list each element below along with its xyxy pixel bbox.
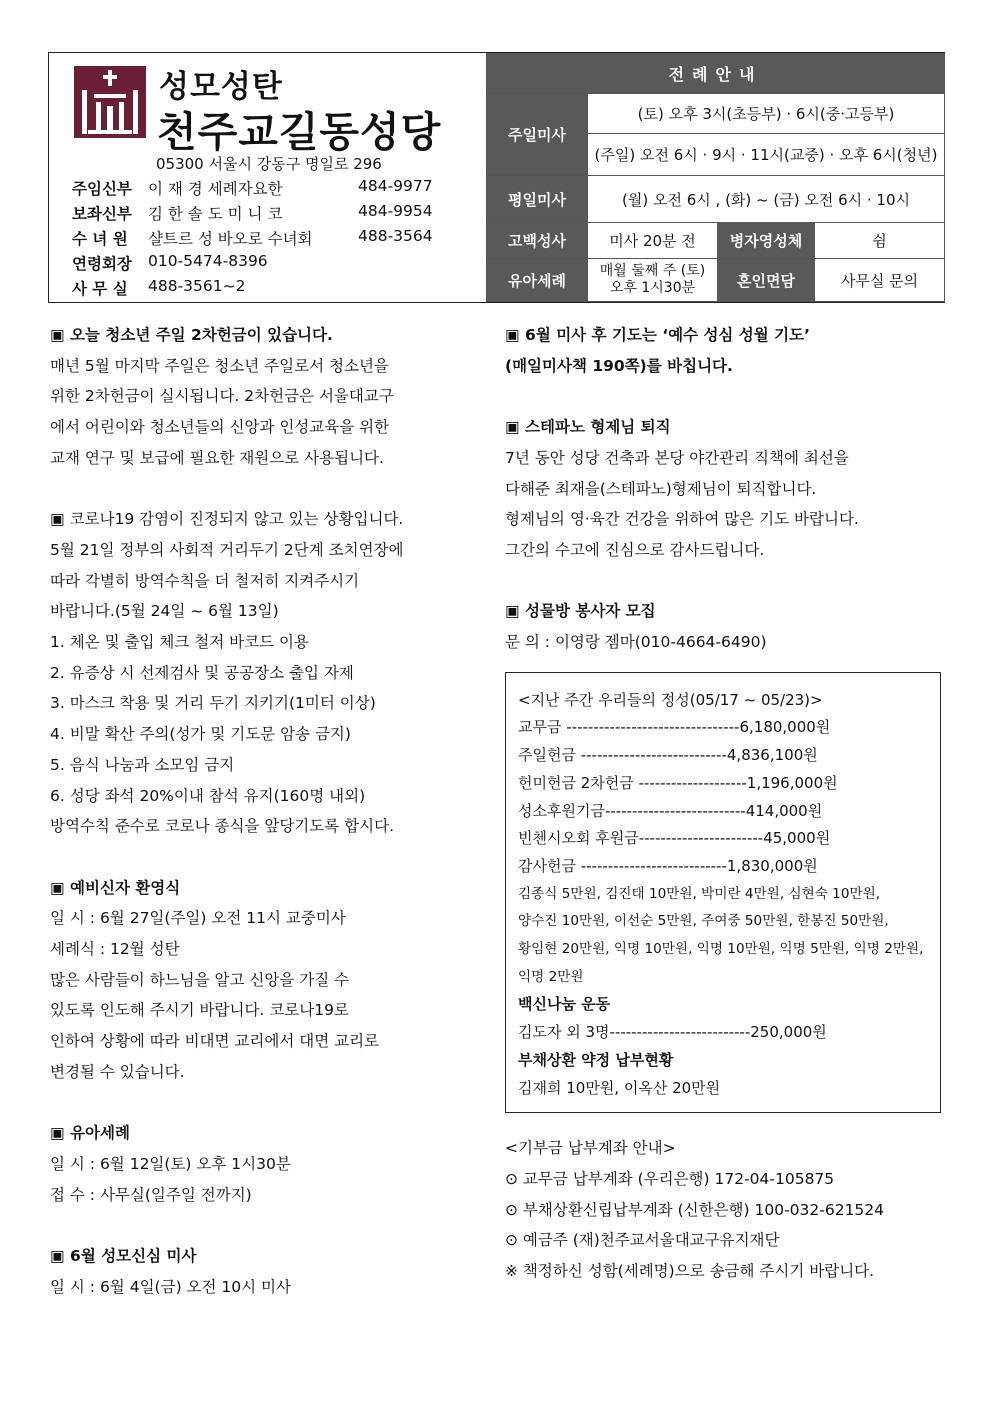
schedule-title: 전례안내: [487, 54, 945, 94]
text-line: 있도록 인도해 주시기 바랍니다. 코로나19로: [50, 1001, 349, 1020]
offering-label: 주일헌금: [518, 746, 576, 765]
text-line: 일 시 : 6월 12일(토) 오후 1시30분: [50, 1154, 291, 1173]
text-line: 1. 체온 및 출입 체크 철저 바코드 이용: [50, 633, 309, 652]
weekday-mass-times: (월) 오전 6시 , (화) ~ (금) 오전 6시 · 10시: [588, 176, 945, 223]
offering-amount: 4,836,100원: [726, 746, 818, 765]
offering-label: 김도자 외 3명: [518, 1023, 610, 1042]
staff-label: 수 녀 원: [72, 230, 128, 248]
section-title: ▣ 유아세례: [50, 1124, 130, 1143]
weekday-mass-label: 평일미사: [487, 176, 588, 223]
right-column: [505, 320, 945, 1287]
offering-label: 감사헌금: [518, 856, 576, 875]
text-line: 일 시 : 6월 4일(금) 오전 10시 미사: [50, 1277, 291, 1296]
staff-name: 이 재 경 세례자요한: [148, 180, 283, 198]
offering-item: 감사헌금 ---------------------------1,830,000원: [518, 856, 818, 875]
sunday-mass-label: 주일미사: [487, 94, 588, 176]
text-line: 일 시 : 6월 27일(주일) 오전 11시 교중미사: [50, 909, 346, 928]
text-line: 6. 성당 좌석 20%이내 참석 유지(160명 내외): [50, 786, 366, 805]
staff-tel: 484-9977: [358, 177, 433, 195]
offering-item: 성소후원기금--------------------------414,000원: [518, 801, 823, 820]
offering-amount: 6,180,000원: [739, 718, 831, 737]
text-line: 에서 어린이와 청소년들의 신앙과 인성교육을 위한: [50, 418, 390, 437]
wedding-label: 혼인면담: [718, 259, 815, 302]
liturgy-schedule-table: [486, 53, 945, 302]
parish-title: 천주교길동성당: [157, 108, 442, 156]
infant-baptism-label: 유아세례: [487, 259, 588, 302]
text-line: 문 의 : 이영랑 젬마(010-4664-6490): [505, 633, 767, 651]
baptism-line: 매월 둘째 주 (토): [599, 263, 706, 279]
text-line: 2. 유증상 시 선제검사 및 공공장소 출입 자제: [50, 663, 354, 682]
staff-name: 488-3561~2: [148, 277, 246, 295]
offering-item: 주일헌금 ---------------------------4,836,100원: [518, 746, 818, 765]
sick-communion-value: 쉼: [815, 223, 945, 259]
bulletin-header: [48, 52, 945, 303]
staff-label: 주임신부: [72, 180, 132, 198]
text-line: 4. 비말 확산 주의(성가 및 기도문 암송 금지): [50, 725, 351, 744]
offering-amount: 250,000원: [750, 1023, 827, 1042]
offering-label: 성소후원기금: [518, 801, 605, 820]
text-line: 5. 음식 나눔과 소모임 금지: [50, 755, 235, 774]
offerings-box: [505, 672, 941, 1114]
debt-title: 부채상환 약정 납부현황: [518, 1050, 674, 1069]
staff-name: 김 한 솔 도 미 니 코: [148, 205, 283, 223]
section-title: ▣ 6월 미사 후 기도는 ‘예수 성심 성월 기도’: [505, 326, 810, 344]
sunday-mass-saturday: (토) 오후 3시(초등부) · 6시(중·고등부): [588, 94, 945, 134]
parish-info: [49, 53, 486, 302]
staff-label: 연령회장: [72, 255, 132, 273]
section-title: ▣ 스테파노 형제님 퇴직: [505, 418, 671, 437]
staff-name: 샬트르 성 바오로 수녀회: [148, 230, 313, 248]
left-column: [50, 320, 490, 1302]
sunday-mass-sunday: (주일) 오전 6시 · 9시 · 11시(교중) · 오후 6시(청년): [588, 134, 945, 176]
donor-line: 양수진 10만원, 이선순 5만원, 주여중 50만원, 한봉진 50만원,: [518, 913, 889, 930]
text-line: 많은 사람들이 하느님을 알고 신앙을 가질 수: [50, 970, 350, 989]
parish-subtitle: 성모성탄: [159, 69, 283, 105]
offering-label: 빈첸시오회 후원금: [518, 829, 639, 848]
donor-line: 김종식 5만원, 김진태 10만원, 박미란 4만원, 심현숙 10만원,: [518, 885, 881, 902]
text-line: 따라 각별히 방역수칙을 더 철저히 지켜주시기: [50, 571, 360, 590]
offering-item: 헌미헌금 2차헌금 --------------------1,196,000원: [518, 773, 838, 792]
offering-amount: 1,196,000원: [746, 773, 838, 792]
staff-name: 010-5474-8396: [148, 252, 268, 270]
section-title: ▣ 6월 성모신심 미사: [50, 1247, 197, 1266]
staff-label: 사 무 실: [72, 280, 128, 298]
account-line: ⊙ 교무금 납부계좌 (우리은행) 172-04-105875: [505, 1169, 835, 1188]
church-logo-icon: [74, 66, 146, 138]
text-line: 인하여 상황에 따라 비대면 교리에서 대면 교리로: [50, 1032, 380, 1051]
account-line: ⊙ 부채상환신립납부계좌 (신한은행) 100-032-621524: [505, 1200, 885, 1219]
staff-tel: 488-3564: [358, 227, 433, 245]
offering-item: 빈첸시오회 후원금-----------------------45,000원: [518, 829, 831, 848]
text-line: 위한 2차헌금이 실시됩니다. 2차헌금은 서울대교구: [50, 387, 394, 406]
confession-label: 고백성사: [487, 223, 588, 259]
parish-address: 05300 서울시 강동구 명일로 296: [156, 155, 382, 173]
offering-amount: 1,830,000원: [726, 856, 818, 875]
text-line: 교재 연구 및 보급에 필요한 재원으로 사용됩니다.: [50, 448, 384, 467]
section-title: ▣ 오늘 청소년 주일 2차헌금이 있습니다.: [50, 326, 333, 344]
section-title: ▣ 예비신자 환영식: [50, 878, 181, 897]
confession-time: 미사 20분 전: [588, 223, 718, 259]
donor-line: 황임현 20만원, 익명 10만원, 익명 10만원, 익명 5만원, 익명 2만원,: [518, 941, 924, 958]
baptism-line: 오후 1시30분: [609, 280, 696, 296]
text-line: 다해준 최재을(스테파노)형제님이 퇴직합니다.: [505, 479, 817, 498]
text-line: 매년 5월 마지막 주일은 청소년 주일로서 청소년을: [50, 356, 389, 375]
section-title: ▣ 성물방 봉사자 모집: [505, 602, 656, 621]
debt-line: 김재희 10만원, 이옥산 20만원: [518, 1078, 721, 1097]
account-note: ※ 책정하신 성함(세례명)으로 송금해 주시기 바랍니다.: [505, 1262, 875, 1281]
offering-label: 헌미헌금 2차헌금: [518, 773, 634, 792]
text-line: 세례식 : 12월 성탄: [50, 940, 180, 959]
staff-tel: 484-9954: [358, 202, 433, 220]
text-line: 방역수칙 준수로 코로나 종식을 앞당기도록 합시다.: [50, 817, 394, 836]
offering-amount: 45,000원: [763, 829, 831, 848]
sick-communion-label: 병자영성체: [718, 223, 815, 259]
text-line: 변경될 수 있습니다.: [50, 1062, 185, 1081]
wedding-value: 사무실 문의: [815, 259, 945, 302]
text-line: 7년 동안 성당 건축과 본당 야간관리 직책에 최선을: [505, 448, 849, 467]
text-line: 5월 21일 정부의 사회적 거리두기 2단계 조치연장에: [50, 540, 404, 559]
text-line: 그간의 수고에 진심으로 감사드립니다.: [505, 540, 765, 559]
text-line: 형제님의 영·육간 건강을 위하여 많은 기도 바랍니다.: [505, 510, 859, 529]
offering-amount: 414,000원: [745, 801, 823, 820]
offering-item: 교무금 --------------------------------6,180,000원: [518, 718, 831, 737]
offering-item: 김도자 외 3명--------------------------250,000원: [518, 1023, 827, 1042]
text-line: ▣ 코로나19 감염이 진정되지 않고 있는 상황입니다.: [50, 510, 404, 529]
vaccine-title: 백신나눔 운동: [518, 995, 611, 1014]
text-line: 바랍니다.(5월 24일 ~ 6월 13일): [50, 602, 279, 621]
text-line: 3. 마스크 착용 및 거리 두기 지키기(1미터 이상): [50, 694, 376, 713]
account-line: ⊙ 예금주 (재)천주교서울대교구유지재단: [505, 1231, 780, 1250]
offering-label: 교무금: [518, 718, 562, 737]
text-line: 접 수 : 사무실(일주일 전까지): [50, 1185, 252, 1204]
infant-baptism-time: [588, 259, 718, 302]
account-title: <기부금 납부계좌 안내>: [505, 1139, 676, 1158]
offerings-title: <지난 주간 우리들의 정성(05/17 ~ 05/23)>: [518, 690, 823, 709]
donor-line: 익명 2만원: [518, 968, 584, 985]
text-line: (매일미사책 190쪽)를 바칩니다.: [505, 356, 733, 375]
staff-label: 보좌신부: [72, 205, 132, 223]
